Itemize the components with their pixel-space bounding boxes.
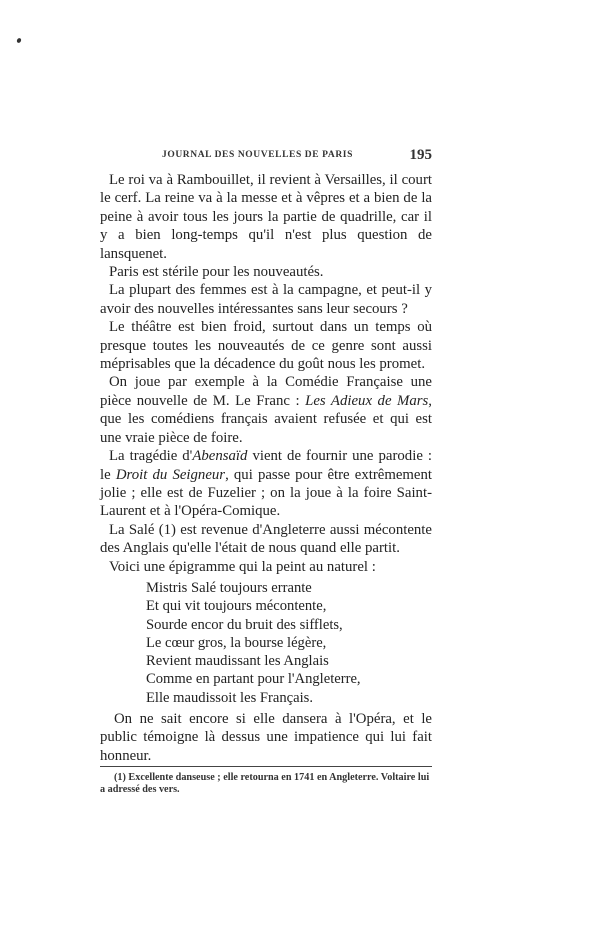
verse-line: Comme en partant pour l'Angleterre, <box>146 671 361 688</box>
running-header <box>162 147 432 163</box>
page-number: 195 <box>409 147 432 163</box>
paragraph-text: , que les comédiens français avaient refusée et qui est une vraie pièce de foire. <box>100 392 432 446</box>
paragraph <box>100 373 432 447</box>
verse-line: Elle maudissoit les Français. <box>146 689 313 706</box>
paragraph <box>100 447 432 521</box>
paragraph: Le roi va à Rambouillet, il revient à Versailles, il court le cerf. La reine va à la messe et à vêpres et a bien de la peine à avoir tous les jours la partie de quadrille, car il y a bien long-temps qu'il n'est plus question de lansquenet. <box>100 172 432 262</box>
play-title: Abensaïd <box>192 448 248 465</box>
footnote <box>100 772 436 795</box>
running-title: JOURNAL DES NOUVELLES DE PARIS <box>162 150 353 160</box>
paragraph-text: , qui passe pour être extrêmement jolie ; elle est de Fuzelier ; on la joue à la foire Saint-Laurent et à l'Opéra-Comique. <box>100 466 433 520</box>
paragraph: Le théâtre est bien froid, surtout dans un temps où presque toutes les nouveautés de ce genre sont aussi méprisables que la décadence du goût nous les promet. <box>100 319 432 373</box>
closing-paragraph <box>100 710 432 765</box>
footnote-divider <box>100 766 432 767</box>
play-title: Droit du Seigneur <box>115 466 226 483</box>
paragraph-text: On joue par exemple à la Comédie Française une pièce nouvelle de M. Le Franc : <box>100 374 432 409</box>
paragraph: Voici une épigramme qui la peint au naturel : <box>109 558 376 575</box>
verse-line: Mistris Salé toujours errante <box>146 580 312 596</box>
verse-line: Le cœur gros, la bourse légère, <box>146 634 327 651</box>
paragraph: Paris est stérile pour les nouveautés. <box>109 264 324 281</box>
verse-line: Revient maudissant les Anglais <box>146 653 329 670</box>
verse-line: Et qui vit toujours mécontente, <box>146 598 327 615</box>
paragraph-text: La tragédie d' <box>109 448 193 465</box>
footnote-text: (1) Excellente danseuse ; elle retourna en 1741 en Angleterre. Voltaire lui a adressé des vers. <box>100 772 430 795</box>
paragraph: La plupart des femmes est à la campagne, et peut-il y avoir des nouvelles intéressantes sans leur secours ? <box>100 282 432 317</box>
paragraph-text: vient de fournir une parodie : le <box>100 448 433 483</box>
body-text <box>100 171 432 576</box>
epigram <box>146 579 386 707</box>
paragraph: On ne sait encore si elle dansera à l'Opéra, et le public témoigne là dessus une impatience qui lui fait honneur. <box>100 711 432 764</box>
paragraph: La Salé (1) est revenue d'Angleterre aussi mécontente des Anglais qu'elle l'était de nous quand elle partit. <box>100 521 432 557</box>
play-title: Les Adieux de Mars <box>305 392 429 409</box>
ink-speck <box>16 37 22 43</box>
verse-line: Sourde encor du bruit des sifflets, <box>146 616 343 633</box>
